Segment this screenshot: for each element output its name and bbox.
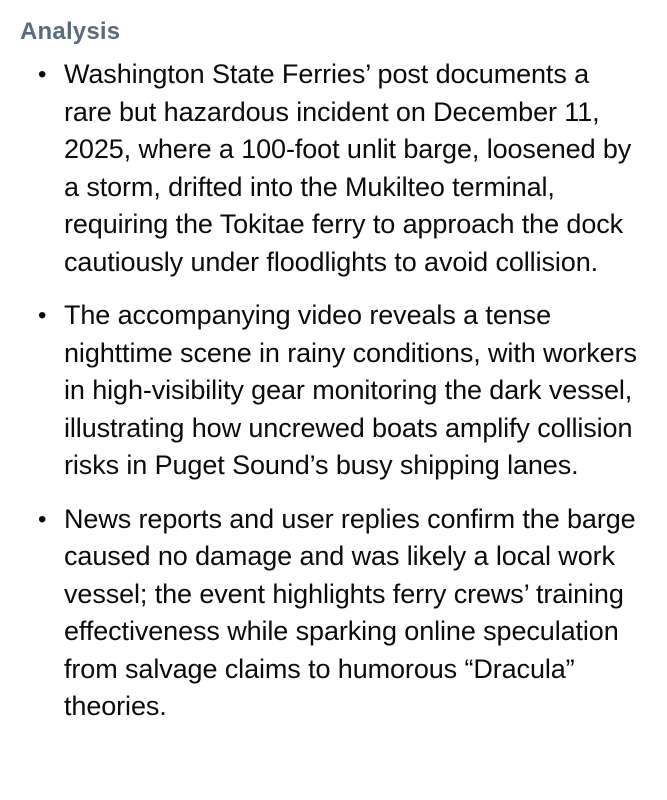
analysis-bullet-list <box>20 56 643 726</box>
bullet-text-3: News reports and user replies confirm the barge caused no damage and was likely a local work vessel; the event highlights ferry crews’ training effectiveness while sparking online speculation from salvage claims to humorous “Dracula” theories. <box>64 503 636 721</box>
bullet-item-2 <box>20 297 643 485</box>
bullet-dot-icon: • <box>38 302 47 329</box>
bullet-dot-icon: • <box>38 61 47 88</box>
bullet-dot-icon: • <box>38 505 47 533</box>
bullet-text-2: The accompanying video reveals a tense nighttime scene in rainy conditions, with workers in high-visibility gear monitoring the dark vessel, illustrating how uncrewed boats amplify collision risks in Puget Sound’s busy shipping lanes. <box>64 300 637 480</box>
bullet-item-3 <box>20 501 643 726</box>
bullet-item-1 <box>20 56 643 281</box>
bullet-text-1: Washington State Ferries’ post documents a rare but hazardous incident on December 11, 2025, where a 100-foot unlit barge, loosened by a storm, drifted into the Mukilteo terminal, requiring the Tokitae ferry to approach the dock cautiously under floodlights to avoid collision. <box>64 59 632 277</box>
analysis-heading: Analysis <box>20 18 121 45</box>
